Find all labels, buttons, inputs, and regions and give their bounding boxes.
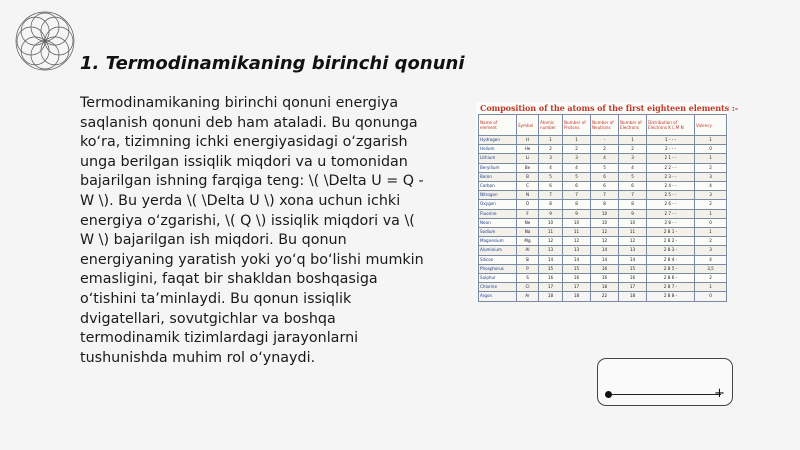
table-cell: 12	[591, 228, 619, 237]
element-name-cell: Magnesium	[479, 237, 517, 246]
table-cell: 6	[619, 182, 647, 191]
table-row	[479, 264, 727, 273]
table-cell: 4	[695, 255, 727, 264]
table-cell: Al	[517, 246, 539, 255]
table-cell: 5	[591, 163, 619, 172]
table-cell: 2 4 - -	[647, 182, 695, 191]
table-cell: 9	[539, 209, 563, 218]
table-cell: 3	[563, 154, 591, 163]
table-cell: 2 8 2 -	[647, 237, 695, 246]
table-cell: F	[517, 209, 539, 218]
table-cell: 15	[539, 264, 563, 273]
table-cell: 6	[591, 182, 619, 191]
table-cell: 2 1 - -	[647, 154, 695, 163]
element-name-cell: Sulphur	[479, 274, 517, 283]
table-header-cell: Number of Electrons	[619, 115, 647, 136]
table-cell: 22	[591, 292, 619, 301]
table-cell: 12	[539, 237, 563, 246]
table-cell: 10	[563, 218, 591, 227]
table-cell: 14	[619, 255, 647, 264]
table-cell: 10	[539, 218, 563, 227]
table-cell: 2 8 5 -	[647, 264, 695, 273]
table-cell: 2	[695, 274, 727, 283]
table-cell: 5	[539, 172, 563, 181]
table-cell: 2	[563, 145, 591, 154]
element-name-cell: Chlorine	[479, 283, 517, 292]
table-cell: 6	[591, 172, 619, 181]
element-name-cell: Boron	[479, 172, 517, 181]
table-cell: 8	[563, 200, 591, 209]
table-cell: -	[591, 136, 619, 145]
table-cell: 7	[619, 191, 647, 200]
table-cell: 9	[563, 209, 591, 218]
table-cell: 12	[619, 237, 647, 246]
table-cell: S	[517, 274, 539, 283]
table-cell: 11	[619, 228, 647, 237]
table-cell: 15	[563, 264, 591, 273]
table-body	[479, 136, 727, 302]
table-cell: 2	[619, 145, 647, 154]
table-cell: 14	[591, 255, 619, 264]
table-row	[479, 274, 727, 283]
table-cell: 3	[619, 154, 647, 163]
table-cell: 3	[695, 246, 727, 255]
element-name-cell: Silicon	[479, 255, 517, 264]
table-cell: 0	[695, 145, 727, 154]
table-cell: 1	[695, 228, 727, 237]
table-cell: 10	[591, 209, 619, 218]
table-cell: 3	[695, 191, 727, 200]
table-header-cell: Name of element	[479, 115, 517, 136]
table-cell: 2 7 - -	[647, 209, 695, 218]
table-row	[479, 182, 727, 191]
table-cell: 16	[591, 274, 619, 283]
table-cell: 2	[591, 145, 619, 154]
table-cell: 2 3 - -	[647, 172, 695, 181]
table-cell: 8	[539, 200, 563, 209]
table-row	[479, 283, 727, 292]
table-cell: 13	[539, 246, 563, 255]
table-cell: 16	[619, 274, 647, 283]
table-cell: 2 8 - -	[647, 218, 695, 227]
element-name-cell: Fluorine	[479, 209, 517, 218]
table-cell: Cl	[517, 283, 539, 292]
table-cell: Mg	[517, 237, 539, 246]
atom-composition-table-image	[476, 102, 738, 299]
element-name-cell: Phosphorus	[479, 264, 517, 273]
table-row	[479, 228, 727, 237]
table-row	[479, 200, 727, 209]
table-cell: 7	[539, 191, 563, 200]
table-cell: 12	[563, 237, 591, 246]
element-name-cell: Argon	[479, 292, 517, 301]
table-cell: 6	[563, 182, 591, 191]
table-cell: 17	[619, 283, 647, 292]
slider-track	[608, 394, 721, 395]
table-cell: 10	[591, 218, 619, 227]
table-header-cell: Number of Neutrons	[591, 115, 619, 136]
table-cell: 1	[563, 136, 591, 145]
table-cell: 11	[539, 228, 563, 237]
table-cell: 1	[619, 136, 647, 145]
table-row	[479, 209, 727, 218]
slide-title: 1. Termodinamikaning birinchi qonuni	[80, 53, 465, 74]
table-cell: 2	[695, 200, 727, 209]
atom-composition-table	[478, 114, 727, 302]
table-cell: 4	[591, 154, 619, 163]
table-cell: 11	[563, 228, 591, 237]
table-header-cell: Symbol	[517, 115, 539, 136]
table-cell: P	[517, 264, 539, 273]
plus-icon[interactable]: +	[714, 386, 725, 401]
table-cell: 2 8 6 -	[647, 274, 695, 283]
table-cell: 13	[563, 246, 591, 255]
table-cell: 10	[619, 218, 647, 227]
table-cell: 0	[695, 218, 727, 227]
element-name-cell: Hydrogen	[479, 136, 517, 145]
table-cell: 4	[695, 182, 727, 191]
table-cell: Li	[517, 154, 539, 163]
table-cell: 4	[539, 163, 563, 172]
table-cell: 1	[695, 136, 727, 145]
table-row	[479, 136, 727, 145]
element-name-cell: Oxygen	[479, 200, 517, 209]
table-cell: 7	[563, 191, 591, 200]
table-cell: 17	[563, 283, 591, 292]
circular-line-ornament-icon	[14, 10, 76, 72]
table-cell: 14	[591, 246, 619, 255]
table-cell: C	[517, 182, 539, 191]
table-row	[479, 255, 727, 264]
table-cell: 2 - - -	[647, 145, 695, 154]
table-cell: 8	[591, 200, 619, 209]
table-cell: 3	[539, 154, 563, 163]
table-cell: 1	[695, 283, 727, 292]
slider-widget[interactable]	[597, 358, 733, 406]
table-cell: Ar	[517, 292, 539, 301]
table-cell: 2	[695, 163, 727, 172]
table-cell: 3,5	[695, 264, 727, 273]
table-cell: 8	[619, 200, 647, 209]
table-cell: 18	[563, 292, 591, 301]
table-row	[479, 292, 727, 301]
table-header-cell: Distribution of Electrons K L M N	[647, 115, 695, 136]
table-cell: Ne	[517, 218, 539, 227]
table-cell: N	[517, 191, 539, 200]
table-cell: 2 8 1 -	[647, 228, 695, 237]
table-cell: 1	[695, 209, 727, 218]
element-name-cell: Nitrogen	[479, 191, 517, 200]
element-name-cell: Lithium	[479, 154, 517, 163]
table-cell: 15	[619, 264, 647, 273]
table-cell: B	[517, 172, 539, 181]
table-row	[479, 145, 727, 154]
table-cell: Be	[517, 163, 539, 172]
table-cell: 2 8 7 -	[647, 283, 695, 292]
table-cell: 14	[539, 255, 563, 264]
element-name-cell: Helium	[479, 145, 517, 154]
table-cell: 2 6 - -	[647, 200, 695, 209]
dot-icon[interactable]	[605, 391, 612, 398]
table-cell: 2 5 - -	[647, 191, 695, 200]
table-cell: O	[517, 200, 539, 209]
table-cell: 12	[591, 237, 619, 246]
table-row	[479, 246, 727, 255]
table-header-cell: Number of Protons	[563, 115, 591, 136]
table-cell: 1	[539, 136, 563, 145]
table-cell: 16	[539, 274, 563, 283]
table-cell: H	[517, 136, 539, 145]
table-cell: 2 8 4 -	[647, 255, 695, 264]
table-cell: 1	[695, 154, 727, 163]
table-cell: 2	[695, 237, 727, 246]
table-cell: 4	[619, 163, 647, 172]
table-title: Composition of the atoms of the first eighteen elements :-	[480, 103, 738, 113]
table-cell: Si	[517, 255, 539, 264]
table-row	[479, 163, 727, 172]
table-cell: 6	[539, 182, 563, 191]
table-cell: Na	[517, 228, 539, 237]
slide-body-text: Termodinamikaning birinchi qonuni energiya saqlanish qonuni deb ham ataladi. Bu qonunga ko‘ra, tizimning ichki energiyasidagi o‘zgarish unga berilgan issiqlik miqdori va u tomonidan bajarilgan ishning farqiga teng: \( \Delta U = Q - W \). Bu yerda \( \Delta U \) xona uchun ichki energiya o‘zgarishi, \( Q \) issiqlik miqdori va \( W \) bajarilgan ish miqdori. Bu qonun energiyaning yaratish yoki yo‘q bo‘lishi mumkin emasligini, faqat bir shakldan boshqasiga o‘tishini ta’minlaydi. Bu qonun issiqlik dvigatellari, sovutgichlar va boshqa termodinamik tizimlardagi jarayonlarni tushunishda muhim rol o‘ynaydi.	[80, 95, 424, 366]
table-cell: 0	[695, 292, 727, 301]
table-cell: 18	[539, 292, 563, 301]
table-cell: 17	[539, 283, 563, 292]
table-row	[479, 172, 727, 181]
table-cell: 18	[619, 292, 647, 301]
table-cell: 14	[563, 255, 591, 264]
table-cell: 18	[591, 283, 619, 292]
table-cell: 5	[619, 172, 647, 181]
table-cell: 2 2 - -	[647, 163, 695, 172]
table-cell: 16	[591, 264, 619, 273]
table-row	[479, 154, 727, 163]
table-cell: He	[517, 145, 539, 154]
element-name-cell: Carbon	[479, 182, 517, 191]
table-header-cell: Valency	[695, 115, 727, 136]
element-name-cell: Neon	[479, 218, 517, 227]
element-name-cell: Sodium	[479, 228, 517, 237]
table-cell: 2 8 8 -	[647, 292, 695, 301]
table-cell: 13	[619, 246, 647, 255]
table-cell: 3	[695, 172, 727, 181]
table-row	[479, 191, 727, 200]
table-header-cell: Atomic number	[539, 115, 563, 136]
table-cell: 7	[591, 191, 619, 200]
table-row	[479, 237, 727, 246]
table-cell: 2 8 3 -	[647, 246, 695, 255]
table-cell: 1 - - -	[647, 136, 695, 145]
table-cell: 2	[539, 145, 563, 154]
table-row	[479, 218, 727, 227]
table-cell: 9	[619, 209, 647, 218]
table-cell: 4	[563, 163, 591, 172]
table-cell: 16	[563, 274, 591, 283]
table-cell: 5	[563, 172, 591, 181]
element-name-cell: Beryllium	[479, 163, 517, 172]
table-header-row	[479, 115, 727, 136]
element-name-cell: Aluminium	[479, 246, 517, 255]
